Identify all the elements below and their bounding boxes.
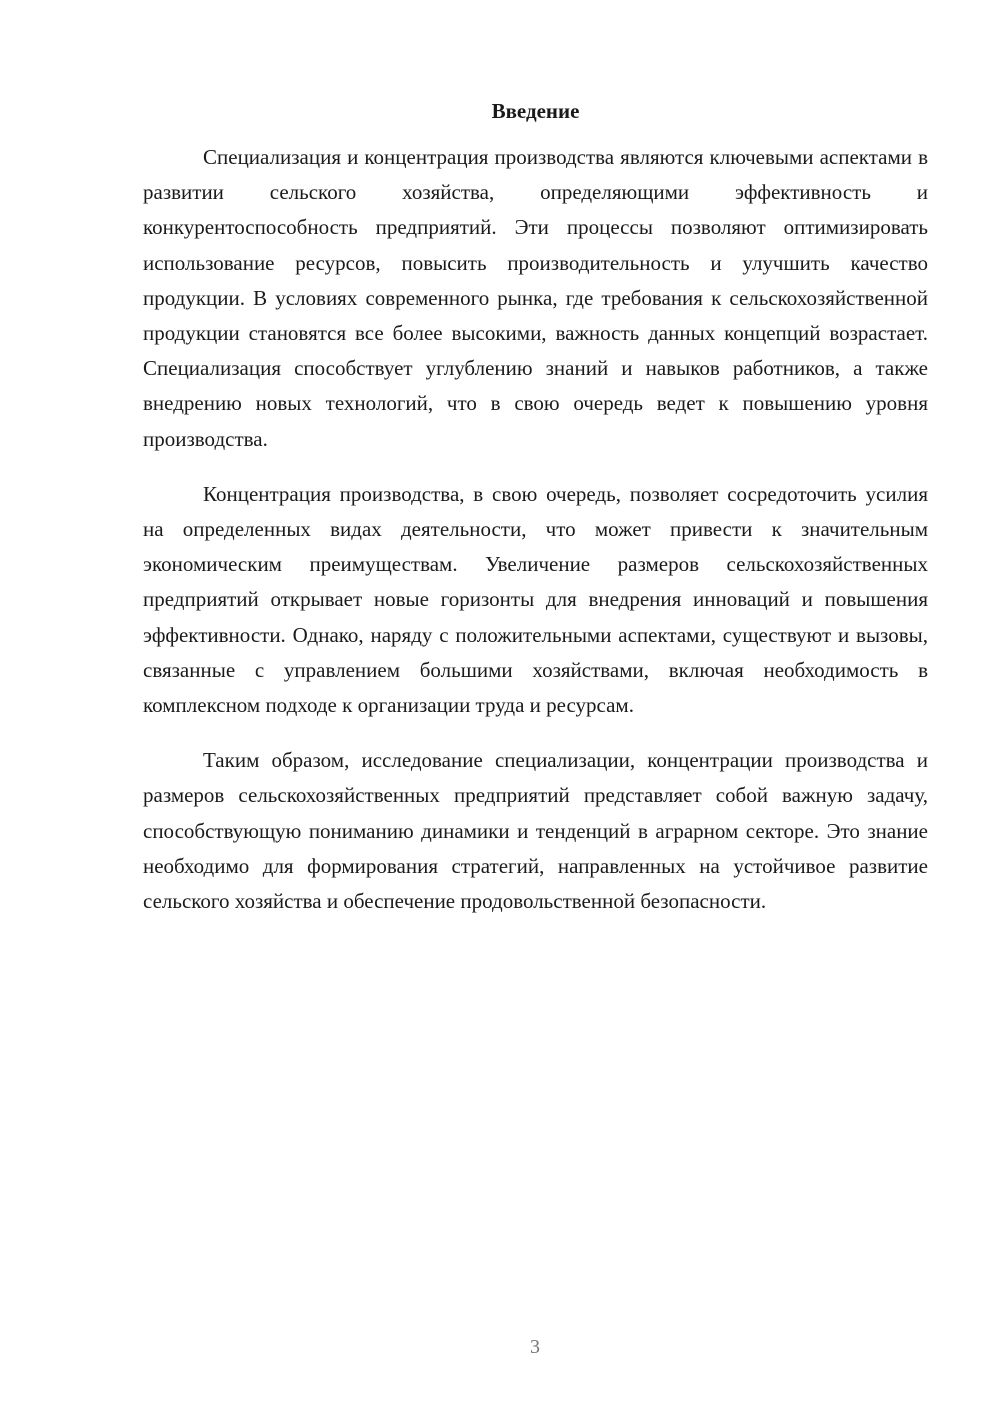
page-content xyxy=(143,96,928,939)
paragraph-3: Таким образом, исследование специализации, концентрации производства и размеров сельскохозяйственных предприятий представляет собой важную задачу, способствующую пониманию динамики и тенденций в аграрном секторе. Это знание необходимо для формирования стратегий, направленных на устойчивое развитие сельского хозяйства и обеспечение продовольственной безопасности. xyxy=(143,748,928,914)
paragraph-2: Концентрация производства, в свою очередь, позволяет сосредоточить усилия на определенных видах деятельности, что может привести к значительным экономическим преимуществам. Увеличение размеров сельскохозяйственных предприятий открывает новые горизонты для внедрения инноваций и повышения эффективности. Однако, наряду с положительными аспектами, существуют и вызовы, связанные с управлением большими хозяйствами, включая необходимость в комплексном подходе к организации труда и ресурсам. xyxy=(143,481,928,718)
page-number: 3 xyxy=(530,1336,540,1358)
paragraph-1: Специализация и концентрация производства являются ключевыми аспектами в развитии сельского хозяйства, определяющими эффективность и конкурентоспособность предприятий. Эти процессы позволяют оптимизировать использование ресурсов, повысить производительность и улучшить качество продукции. В условиях современного рынка, где требования к сельскохозяйственной продукции становятся все более высокими, важность данных концепций возрастает. Специализация способствует углублению знаний и навыков работников, а также внедрению новых технологий, что в свою очередь ведет к повышению уровня производства. xyxy=(143,145,928,451)
section-title: Введение xyxy=(491,99,580,123)
